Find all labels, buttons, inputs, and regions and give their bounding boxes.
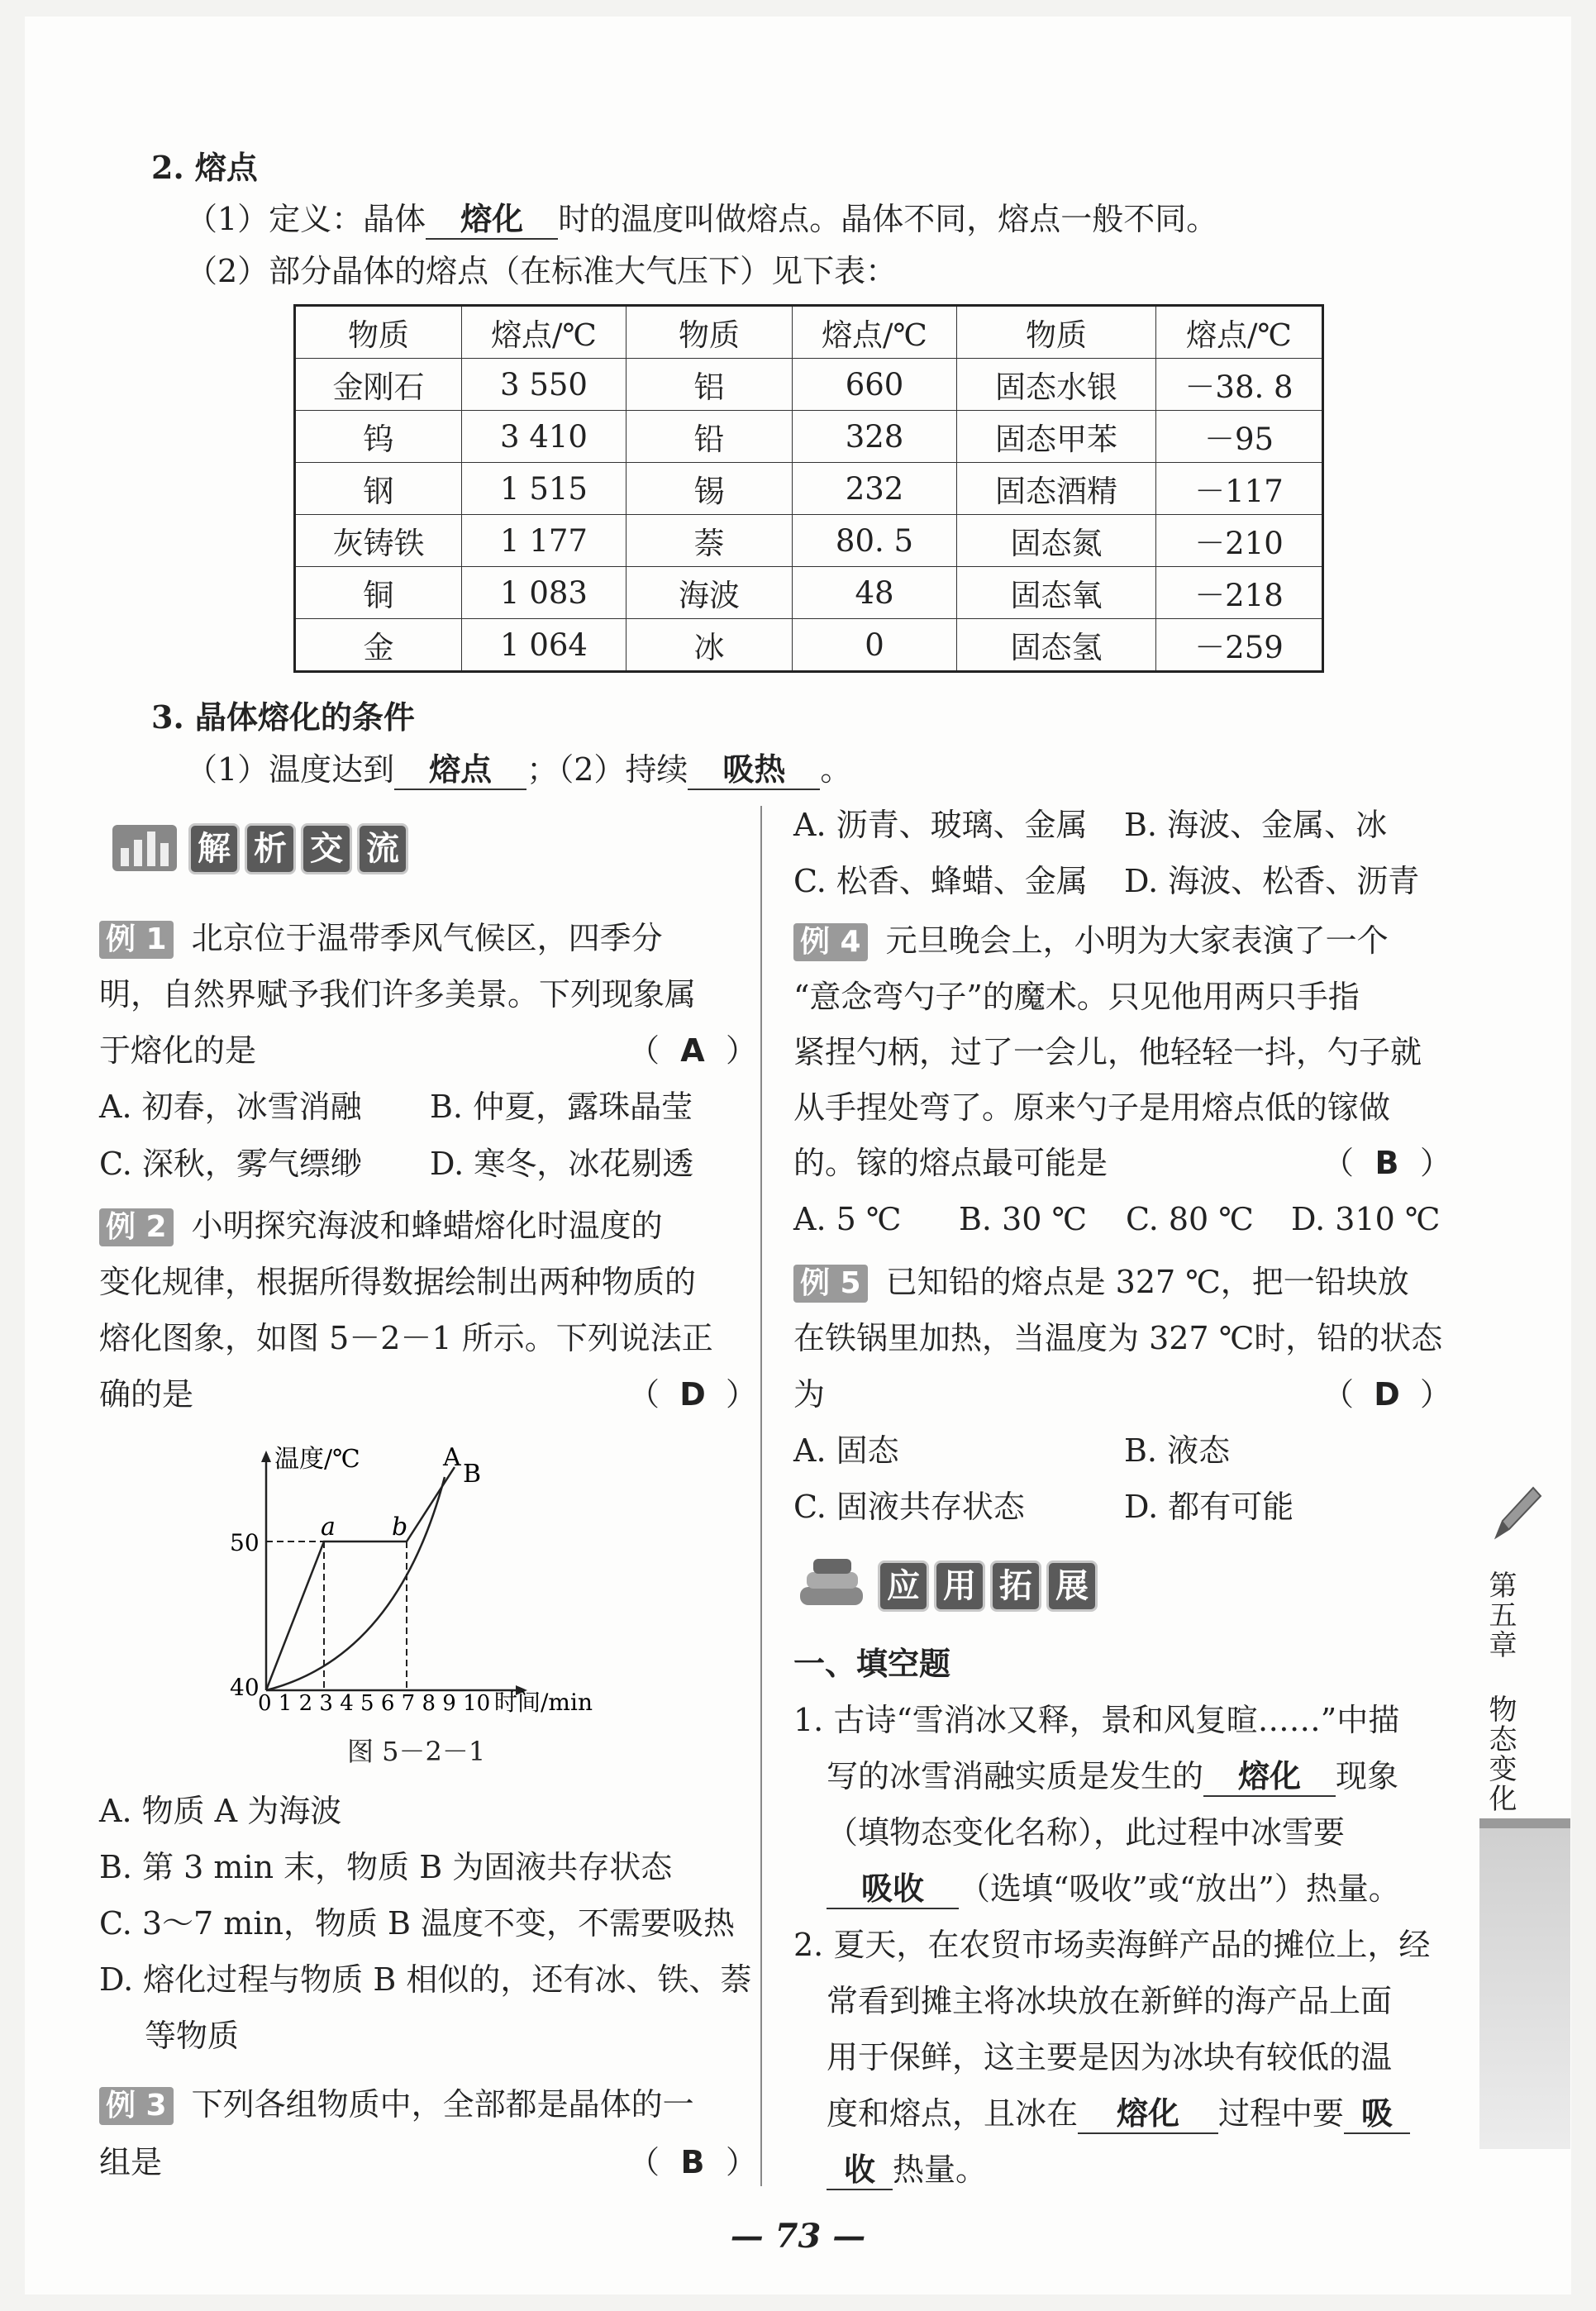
table-header: 物质 [295, 306, 462, 359]
table-cell: 金 [295, 619, 462, 672]
cond-pre: （1）温度达到 [186, 751, 395, 788]
table-header-row [295, 306, 1323, 359]
pencil-icon [1488, 1480, 1546, 1546]
table-cell: 0 [793, 619, 957, 672]
table-cell: 钨 [295, 411, 462, 463]
table-cell: 328 [793, 411, 957, 463]
ex1-option-d: D. 寒冬，冰花剔透 [430, 1146, 694, 1182]
table-cell: 冰 [626, 619, 793, 672]
q1-line1: 1. 古诗“雪消冰又释，景和风复暄……”中描 [793, 1702, 1400, 1738]
table-cell: 660 [793, 359, 957, 411]
ex4-line3: 紧捏勺柄，过了一会儿，他轻轻一抖，勺子就 [793, 1034, 1422, 1070]
y-axis-arrow-icon [261, 1451, 271, 1462]
table-cell: －117 [1156, 463, 1323, 515]
table-row [295, 619, 1323, 672]
example-badge: 例 3 [99, 2087, 174, 2125]
q2-blank-1: 熔化 [1078, 2094, 1218, 2134]
table-header: 物质 [957, 306, 1156, 359]
curve-b [266, 1467, 455, 1690]
graph-x-ticks: 0 1 2 3 4 5 6 7 8 9 10 [258, 1691, 491, 1715]
graph-tick-50: 50 [230, 1529, 260, 1556]
cond-blank-1: 熔点 [394, 750, 526, 790]
table-cell: 固态氧 [957, 567, 1156, 619]
side-topic-label: 物态变化 [1484, 1694, 1517, 1813]
cond-blank-2: 吸热 [688, 750, 820, 790]
table-cell: 铅 [626, 411, 793, 463]
melting-conditions [186, 750, 851, 790]
table-cell: 金刚石 [295, 359, 462, 411]
side-tab-bar [1479, 1818, 1570, 2149]
table-header: 熔点/℃ [1156, 306, 1323, 359]
ex2-option-c: C. 3～7 min，物质 B 温度不变，不需要吸热 [99, 1905, 736, 1942]
header-char: 流 [357, 823, 408, 874]
ex1-answer: （ A ） [628, 1032, 758, 1069]
table-cell: 灰铸铁 [295, 515, 462, 567]
def-post: 时的温度叫做熔点。晶体不同，熔点一般不同。 [558, 201, 1218, 237]
graph-label-a-upper: A [443, 1443, 461, 1472]
ex3-text: 下列各组物质中，全部都是晶体的一 [191, 2086, 694, 2123]
example-badge: 例 1 [99, 921, 174, 959]
melting-graph [223, 1442, 620, 1715]
ex5-text: 已知铅的熔点是 327 ℃，把一铅块放 [885, 1264, 1409, 1300]
answer-letter: D [1374, 1376, 1400, 1413]
ex5-line3: 为 [793, 1376, 826, 1413]
ex2-line3: 熔化图象，如图 5－2－1 所示。下列说法正 [99, 1320, 713, 1356]
table-cell: 3 410 [462, 411, 626, 463]
table-intro [186, 252, 897, 290]
table-cell: 钢 [295, 463, 462, 515]
ex2-line2: 变化规律，根据所得数据绘制出两种物质的 [99, 1264, 697, 1300]
header-char: 用 [934, 1561, 985, 1612]
ex2-answer: （ D ） [628, 1376, 758, 1413]
ex2-option-a: A. 物质 A 为海波 [99, 1793, 342, 1829]
ex4-option-d: D. 310 ℃ [1291, 1201, 1441, 1237]
table-row [295, 463, 1323, 515]
apply-header [878, 1561, 1098, 1612]
graph-y-label: 温度/℃ [274, 1445, 360, 1474]
def-blank-answer: 熔化 [426, 200, 558, 240]
ex4-option-c: C. 80 ℃ [1126, 1201, 1254, 1237]
ex3-option-a: A. 沥青、玻璃、金属 [793, 807, 1088, 843]
table-cell: 固态酒精 [957, 463, 1156, 515]
ex1-line2: 明，自然界赋予我们许多美景。下列现象属 [99, 976, 697, 1013]
q2-blank-2-part2: 收 [827, 2151, 893, 2190]
table-cell: 1 083 [462, 567, 626, 619]
table-row [295, 515, 1323, 567]
ex1-option-b: B. 仲夏，露珠晶莹 [430, 1089, 693, 1125]
table-cell: 1 064 [462, 619, 626, 672]
q1-line3: （填物态变化名称），此过程中冰雪要 [827, 1814, 1346, 1851]
side-tab-bar-top [1479, 1818, 1570, 1828]
ex5-line1 [793, 1263, 1409, 1303]
ex3-option-c: C. 松香、蜂蜡、金属 [793, 863, 1088, 899]
section-2-title-text: 2. 熔点 [151, 149, 258, 186]
ex2-option-d-cont: 等物质 [145, 2018, 240, 2054]
ex2-line1 [99, 1207, 663, 1246]
graph-tick-40: 40 [230, 1674, 260, 1701]
graph-label-b-upper: B [463, 1460, 482, 1489]
table-cell: 铝 [626, 359, 793, 411]
answer-letter: B [680, 2144, 705, 2180]
answer-letter: D [679, 1376, 706, 1413]
ex4-answer: （ B ） [1322, 1145, 1452, 1181]
header-char: 拓 [990, 1561, 1041, 1612]
graph-point-a: a [321, 1513, 336, 1541]
ex5-line2: 在铁锅里加热，当温度为 327 ℃时，铅的状态 [793, 1320, 1443, 1356]
graph-x-label: 时间/min [494, 1689, 593, 1715]
table-cell: 1 177 [462, 515, 626, 567]
q2-line2: 常看到摊主将冰块放在新鲜的海产品上面 [827, 1983, 1393, 2019]
q2-mid: 过程中要 [1218, 2095, 1345, 2132]
books-icon [795, 1554, 869, 1612]
header-char: 解 [188, 823, 240, 874]
ex5-option-d: D. 都有可能 [1124, 1489, 1294, 1525]
q1-post: 现象 [1336, 1758, 1399, 1794]
table-cell: －210 [1156, 515, 1323, 567]
q1-line4 [827, 1870, 1400, 1909]
table-row [295, 411, 1323, 463]
ex3-option-b: B. 海波、金属、冰 [1124, 807, 1388, 843]
analysis-header [188, 823, 408, 874]
ex3-answer: （ B ） [628, 2144, 758, 2180]
ex4-line1 [793, 922, 1389, 961]
q2-pre: 度和熔点，且冰在 [827, 2095, 1079, 2132]
ex1-line3: 于熔化的是 [99, 1032, 257, 1069]
q1-blank-2: 吸收 [827, 1870, 959, 1909]
ex5-option-c: C. 固液共存状态 [793, 1489, 1025, 1525]
example-badge: 例 2 [99, 1208, 174, 1246]
cond-mid: ；（2）持续 [526, 751, 688, 788]
table-cell: －95 [1156, 411, 1323, 463]
ex4-line2: “意念弯勺子”的魔术。只见他用两只手指 [793, 979, 1360, 1015]
page-number: — 73 — [730, 2217, 866, 2256]
table-header: 熔点/℃ [793, 306, 957, 359]
table-cell: 萘 [626, 515, 793, 567]
table-cell: 锡 [626, 463, 793, 515]
q2-line5 [827, 2151, 987, 2190]
table-cell: 80. 5 [793, 515, 957, 567]
ex4-line4: 从手捏处弯了。原来勺子是用熔点低的镓做 [793, 1089, 1391, 1126]
table-cell: 固态水银 [957, 359, 1156, 411]
answer-letter: A [680, 1032, 705, 1069]
table-header: 物质 [626, 306, 793, 359]
bar-chart-icon [109, 818, 183, 876]
header-char: 析 [245, 823, 296, 874]
graph-point-b: b [392, 1513, 408, 1541]
ex5-answer: （ D ） [1322, 1376, 1452, 1413]
q1-pre: 写的冰雪消融实质是发生的 [827, 1758, 1204, 1794]
def-pre: （1）定义：晶体 [186, 201, 426, 237]
table-intro-text: （2）部分晶体的熔点（在标准大气压下）见下表： [186, 253, 898, 289]
ex4-line5: 的。镓的熔点最可能是 [793, 1145, 1108, 1181]
q2-line3: 用于保鲜，这主要是因为冰块有较低的温 [827, 2039, 1393, 2075]
ex4-text: 元旦晚会上，小明为大家表演了一个 [885, 922, 1389, 959]
curve-a [266, 1477, 445, 1690]
header-char: 应 [878, 1561, 929, 1612]
q2-line1: 2. 夏天，在农贸市场卖海鲜产品的摊位上，经 [793, 1927, 1431, 1963]
table-row [295, 359, 1323, 411]
header-char: 交 [301, 823, 352, 874]
table-cell: 1 515 [462, 463, 626, 515]
q1-blank-1: 熔化 [1203, 1757, 1336, 1797]
melting-point-table [293, 304, 1324, 673]
ex1-option-a: A. 初春，冰雪消融 [99, 1089, 362, 1125]
q2-line5-post: 热量。 [893, 2151, 988, 2188]
ex1-line1 [99, 919, 663, 959]
header-char: 展 [1046, 1561, 1098, 1612]
table-cell: －218 [1156, 567, 1323, 619]
table-header: 熔点/℃ [462, 306, 626, 359]
q1-line4-post: （选填“吸收”或“放出”）热量。 [959, 1870, 1400, 1907]
column-divider [760, 806, 762, 2186]
table-row [295, 567, 1323, 619]
example-badge: 例 5 [793, 1265, 868, 1303]
cond-post: 。 [820, 751, 852, 788]
q2-line4 [827, 2094, 1410, 2134]
section-3-title [151, 698, 415, 736]
ex4-option-a: A. 5 ℃ [793, 1201, 902, 1237]
q2-blank-2-part1: 吸 [1344, 2094, 1410, 2134]
ex1-option-c: C. 深秋，雾气缥缈 [99, 1146, 362, 1182]
table-cell: 海波 [626, 567, 793, 619]
graph-caption: 图 5－2－1 [347, 1736, 486, 1767]
melting-point-definition [186, 200, 1217, 240]
table-cell: 固态甲苯 [957, 411, 1156, 463]
table-cell: －259 [1156, 619, 1323, 672]
ex4-option-b: B. 30 ℃ [959, 1201, 1088, 1237]
ex3-line2: 组是 [99, 2144, 163, 2180]
ex2-line4: 确的是 [99, 1376, 194, 1413]
table-cell: 3 550 [462, 359, 626, 411]
ex2-option-d: D. 熔化过程与物质 B 相似的，还有冰、铁、萘 [99, 1961, 752, 1998]
section-2-title [151, 149, 258, 187]
ex3-line1 [99, 2085, 694, 2125]
side-chapter-label: 第五章 [1484, 1570, 1517, 1660]
ex1-text: 北京位于温带季风气候区，四季分 [191, 920, 663, 956]
answer-letter: B [1374, 1145, 1399, 1181]
table-cell: －38. 8 [1156, 359, 1323, 411]
table-cell: 232 [793, 463, 957, 515]
section-3-title-text: 3. 晶体熔化的条件 [151, 698, 415, 736]
ex2-text: 小明探究海波和蜂蜡熔化时温度的 [191, 1208, 663, 1244]
table-cell: 固态氮 [957, 515, 1156, 567]
table-cell: 铜 [295, 567, 462, 619]
example-badge: 例 4 [793, 923, 868, 961]
table-cell: 固态氢 [957, 619, 1156, 672]
ex5-option-a: A. 固态 [793, 1432, 899, 1469]
table-cell: 48 [793, 567, 957, 619]
fill-section-title: 一、填空题 [793, 1646, 951, 1682]
ex3-option-d: D. 海波、松香、沥青 [1124, 863, 1420, 899]
q1-line2 [827, 1757, 1398, 1797]
ex5-option-b: B. 液态 [1124, 1432, 1231, 1469]
ex2-option-b: B. 第 3 min 末，物质 B 为固液共存状态 [99, 1849, 673, 1885]
